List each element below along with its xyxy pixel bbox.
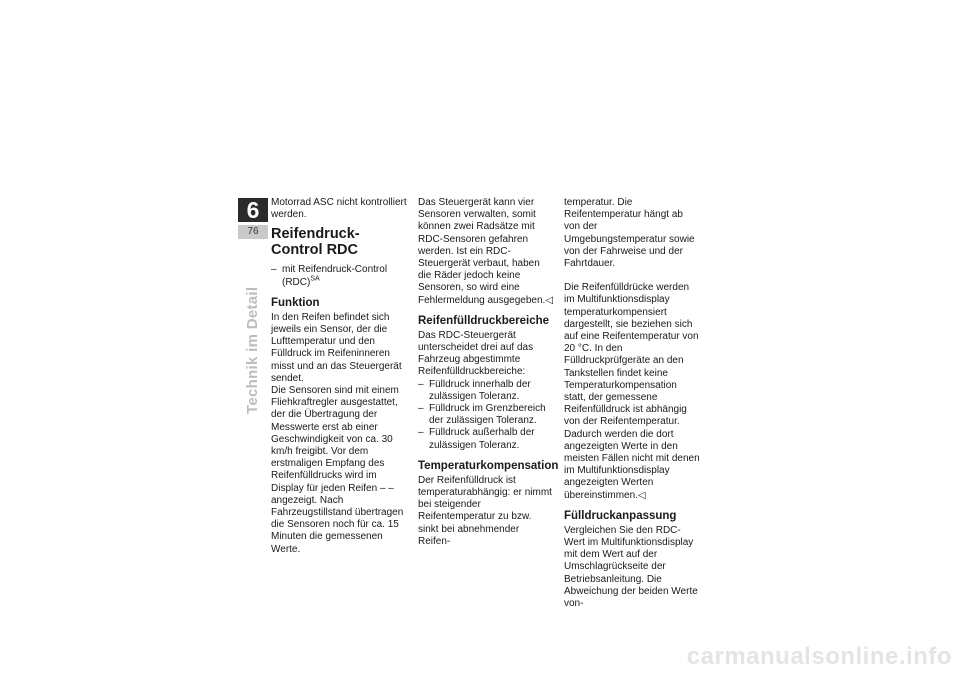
bereiche-paragraph: Das RDC-Steuergerät unterscheidet drei auf das Fahrzeug abgestimmte Reifenfülldruckbereiche: [418,329,534,378]
option-text: mit Reifendruck-Control (RDC) [282,264,388,288]
option-item [271,264,407,288]
chapter-side-title: Technik im Detail [244,286,261,414]
subheading-funktion: Funktion [271,296,320,309]
column-2 [418,197,559,548]
paragraph-spacer [564,270,700,282]
column-3 [564,197,700,610]
anpassung-paragraph: Vergleichen Sie den RDC-Wert im Multifunktionsdisplay mit dem Wert auf der Umschlagrückseite der Betriebsanleitung. Die Abweichung der beiden Werte von- [564,524,698,610]
page-number: 76 [238,225,268,239]
column-1 [271,197,407,556]
subheading-fuelldruckanpassung: Fülldruckanpassung [564,509,677,522]
funktion-paragraph-2: Die Sensoren sind mit einem Fliehkraftregler ausgestattet, der die Übertragung der Messwerte erst ab einer Geschwindigkeit von ca. 30 km/h freigibt. Vor dem erstmaligen Empfang des Reifenfülldrucks wird im Display für jeden Reifen – – angezeigt. Nach Fahrzeugstillstand übertragen die Sensoren noch für ca. 15 Minuten die gemessenen Werte. [271,385,404,555]
section-heading-rdc: Reifendruck-Control RDC [271,226,360,259]
chapter-number-tab: 6 [238,198,268,222]
intro-text: Motorrad ASC nicht kontrolliert werden. [271,197,407,221]
option-list [271,264,407,288]
option-superscript: SA [310,275,320,283]
temperatur-paragraph: Der Reifenfülldruck ist temperaturabhängig: er nimmt bei steigender Reifentemperatur zu bzw. sinkt bei abnehmender Reifen- [418,474,552,547]
bereiche-list [418,379,554,452]
watermark-text: carmanualsonline.info [686,643,952,670]
sensor-paragraph: Das Steuergerät kann vier Sensoren verwalten, somit können zwei Radsätze mit RDC-Sensoren gefahren werden. Ist ein RDC-Steuergerät verbaut, haben die Räder jedoch keine Sensoren, so wird eine Fehlermeldung ausgegeben.◁ [418,197,554,306]
list-item: – Fülldruck außerhalb der zulässigen Toleranz. [418,427,554,451]
list-item: – Fülldruck innerhalb der zulässigen Toleranz. [418,379,554,403]
temperatur-continued-paragraph: temperatur. Die Reifentemperatur hängt ab von der Umgebungstemperatur sowie von der Fahrweise und der Fahrtdauer. [564,197,695,270]
funktion-paragraph-1: In den Reifen befindet sich jeweils ein Sensor, der die Lufttemperatur und den Fülldruck im Reifeninneren misst und an das Steuergerät sendet. [271,311,402,384]
list-item: – Fülldruck im Grenzbereich der zulässigen Toleranz. [418,403,554,427]
subheading-fuelldruckbereiche: Reifenfülldruckbereiche [418,314,550,327]
subheading-temperaturkompensation: Temperaturkompensation [418,459,559,472]
kompensation-paragraph: Die Reifenfülldrücke werden im Multifunktionsdisplay temperaturkompensiert dargestellt, sie beziehen sich auf eine Reifentemperatur von 20 °C. In den Fülldruckprüfgeräte an den Tankstellen findet keine Temperaturkompensation statt, der gemessene Reifenfülldruck ist abhängig von der Reifentemperatur. Dadurch werden die dort angezeigten Werte in den meisten Fällen nicht mit denen im Multifunktionsdisplay angezeigten Werten übereinstimmen.◁ [564,282,700,501]
